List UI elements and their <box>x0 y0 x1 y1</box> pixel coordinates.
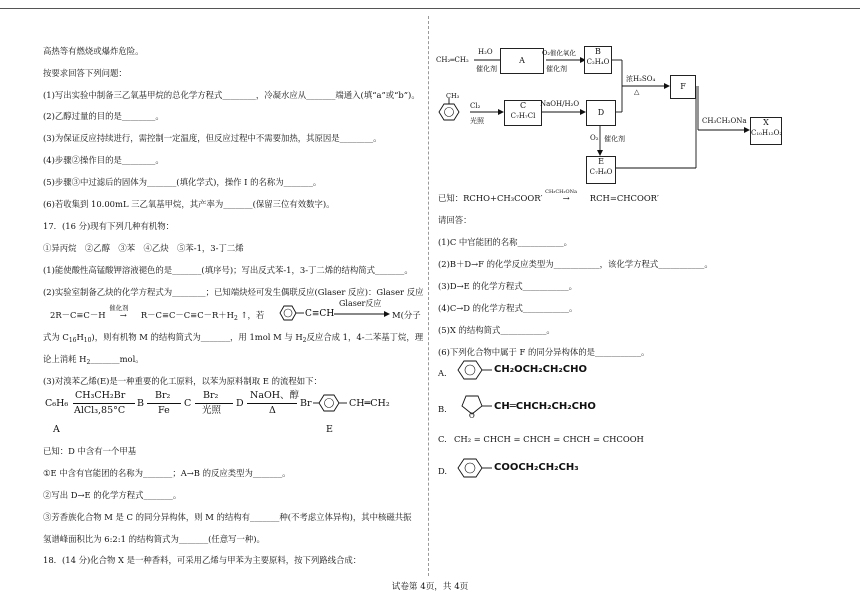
glaser-reaction-label: Glaser反应 <box>339 299 382 308</box>
question-17-2: (2)实验室制备乙炔的化学方程式为________；已知端炔烃可发生偶联反应(Glaser 反应)：Glaser 反应 <box>43 287 424 297</box>
scheme-o2: O₂ <box>590 134 599 142</box>
scheme-h2o: H₂O <box>478 48 493 56</box>
flow-reagent-1-top: CH₃CH₂Br <box>75 390 126 401</box>
svg-text:O: O <box>469 412 475 420</box>
scheme-ethylene: CH₂═CH₂ <box>436 56 469 64</box>
formula-h: H <box>76 332 84 342</box>
flow-arrow-4 <box>247 403 297 404</box>
formula-prefix: 式为 C <box>43 332 69 342</box>
box-b-label: B <box>595 47 601 56</box>
option-a-letter: A. <box>438 368 447 378</box>
known-catalyst: CH₃CH₂ONa <box>545 189 577 195</box>
flow-reagent-3-top: Br₂ <box>203 390 219 401</box>
glaser-equation: 2R－C≡C－H 催化剂 → $R-C\equiv C-C\equiv C-R+H_2$ ↑，若 <box>50 304 265 322</box>
sub-question-1: ①E 中含有官能团的名称为_______；A→B 的反应类型为_______。 <box>43 468 291 478</box>
benzene-ring <box>280 306 296 320</box>
question-16-3: (3)为保证反应持续进行，需控制一定温度，但反应过程中不需要加热，其原因是________。 <box>43 133 382 143</box>
scheme-cat3: 催化剂 <box>604 135 625 143</box>
scheme-box-c <box>504 100 542 126</box>
glaser-catalyst: 催化剂 <box>109 304 129 312</box>
scheme-box-b <box>584 46 612 74</box>
alkyne-text: C≡CH <box>305 309 335 319</box>
synthesis-flow-e <box>43 390 423 442</box>
option-d-structure: COOCH₂CH₂CH₃ <box>494 462 579 473</box>
question-18-6: (6)下列化合物中属于 F 的同分异构体的是___________。 <box>438 347 650 357</box>
flow-e-label: E <box>326 424 333 435</box>
sub-question-2: ②写出 D→E 的化学方程式_______。 <box>43 490 182 500</box>
question-18-3: (3)D→E 的化学方程式___________。 <box>438 281 578 291</box>
option-a-structure: CH₂OCH₂CH₂CHO <box>494 364 587 375</box>
column-divider <box>428 16 429 576</box>
scheme-cat1: 催化剂 <box>476 65 497 73</box>
scheme-ethoxide: CH₃CH₂ONa <box>702 117 747 125</box>
intro-text: 高热等有燃烧或爆炸危险。 <box>43 46 144 56</box>
flow-reagent-2-top: Br₂ <box>155 390 171 401</box>
option-c-structure: CH₂ = CHCH = CHCH = CHCH = CHCOOH <box>454 434 644 444</box>
option-d-letter: D. <box>438 466 448 476</box>
question-16-6: (6)若收集到 10.00mL 三乙氧基甲烷，其产率为_______(保留三位有效数字)。 <box>43 199 335 209</box>
flow-arrow-3 <box>195 403 233 404</box>
scheme-o2-oxidation: O₂催化氧化 <box>542 49 576 57</box>
known-reaction: 已知：RCHO+CH₃COOR′ CH₃CH₂ONa → RCH=CHCOOR′ <box>438 189 659 203</box>
formula-text: )，则有机物 M 的结构简式为_______，用 1mol M 与 H <box>91 332 303 342</box>
question-16-4: (4)步骤②操作目的是________。 <box>43 155 164 165</box>
box-c-formula: C₇H₇Cl <box>510 112 536 120</box>
glaser-reactant: 2R－C≡C－H <box>50 310 106 320</box>
benzene-ring-e <box>313 390 349 416</box>
scheme-delta: △ <box>634 88 640 96</box>
scheme-box-x <box>750 117 782 145</box>
instruction-text: 按要求回答下列问题： <box>43 68 127 78</box>
scheme-cl2: Cl₂ <box>470 102 481 110</box>
box-c-label: C <box>519 101 527 110</box>
question-18-2: (2)B＋D→F 的化学反应类型为___________，该化学方程式___________。 <box>438 259 713 269</box>
option-c-letter: C. <box>438 434 447 444</box>
box-b-formula: C₂H₄O <box>586 58 610 66</box>
flow-benzene: C₆H₆ <box>45 398 69 409</box>
arrow-head <box>384 311 390 317</box>
question-18-1: (1)C 中官能团的名称___________。 <box>438 237 572 247</box>
flow-d: D <box>236 398 244 409</box>
scheme-naoh: NaOH/H₂O <box>540 100 580 108</box>
question-18-4: (4)C→D 的化学方程式___________。 <box>438 303 578 313</box>
sub-question-3b: 氢谱峰面积比为 6:2:1 的结构简式为_______(任意写一种)。 <box>43 534 265 544</box>
box-e-label: E <box>598 157 604 166</box>
glaser-product: R－C≡C－C≡C－R＋H <box>140 310 234 320</box>
flow-reagent-2-bot: Fe <box>158 405 170 416</box>
flow-reagent-4-bot: Δ <box>269 405 276 416</box>
question-16-5: (5)步骤③中过滤后的固体为_______(填化学式)，操作 I 的名称为_______。 <box>43 177 322 187</box>
option-b-letter: B. <box>438 404 447 414</box>
question-17-2c: 论上消耗 $H_2\_\_\_\_\_\_\_mol$。 <box>43 354 144 366</box>
known-d: 已知：D 中含有一个甲基 <box>43 446 137 456</box>
sub-question-3: ③芳香族化合物 M 是 C 的同分异构体，则 M 的结构有_______种(不考虑立体异构)，其中核磁共振 <box>43 512 412 522</box>
question-17-3: (3)对溴苯乙烯(E)是一种重要的化工原料，以苯为原料制取 E 的流程如下： <box>43 376 322 386</box>
page-footer: 试卷第 4页，共 4页 <box>391 582 469 592</box>
flow-b: B <box>137 398 144 409</box>
option-b-structure: CH═CHCH₂CH₂CHO <box>494 401 596 412</box>
flow-arrow-1 <box>73 403 135 404</box>
flow-a-label: A <box>53 424 60 435</box>
scheme-cat2: 催化剂 <box>546 65 567 73</box>
scheme-toluene-methyl: CH₃ <box>446 92 460 100</box>
scheme-box-e <box>586 156 616 184</box>
box-e-formula: C₇H₆O <box>589 168 613 176</box>
mol-text: _______mol。 <box>90 354 144 364</box>
question-16-2: (2)乙醇过量的目的是________。 <box>43 111 164 121</box>
flow-c: C <box>184 398 192 409</box>
scheme-h2so4: 浓H₂SO₄ <box>626 75 656 83</box>
flow-br: Br <box>300 398 312 409</box>
scheme-box-d: D <box>586 100 616 126</box>
question-16-1: (1)写出实验中制备三乙氧基甲烷的总化学方程式________，冷凝水应从_______端通入(填“a”或“b”)。 <box>43 90 420 100</box>
problem-17-compounds: ①异丙烷 ②乙醇 ③苯 ④乙炔 ⑤苯-1，3-丁二烯 <box>43 243 244 253</box>
option-d-ring <box>456 455 496 481</box>
problem-17-title: 17．(16 分)现有下列几种有机物： <box>43 221 175 231</box>
box-x-formula: C₁₀H₁₂O₂ <box>751 129 783 137</box>
flow-arrow-2 <box>147 403 181 404</box>
question-18-5: (5)X 的结构简式___________。 <box>438 325 555 335</box>
known-reactants: 已知：RCHO+CH₃COOR′ <box>438 193 543 203</box>
question-17-1: (1)能使酸性高锰酸钾溶液褪色的是_______(填序号)；写出反式苯-1，3-丁二烯的结构简式_______。 <box>43 265 413 275</box>
ask-label: 请回答： <box>438 215 472 225</box>
scheme-box-a: A <box>500 48 544 74</box>
benzene-circle <box>284 309 292 317</box>
known-product: RCH=CHCOOR′ <box>589 193 659 203</box>
box-x-label: X <box>763 118 769 127</box>
flow-e-tail: CH═CH₂ <box>349 398 390 409</box>
formula-text-end: 反应合成 1，4-二苯基丁烷，理 <box>306 332 424 342</box>
question-17-2b: 式为 $C_{16}H_{10}$)，则有机物 M 的结构简式为_______，用 1mol M 与 $H_2$反应合成 1，4-二苯基丁烷，理 <box>43 332 424 344</box>
synthesis-scheme-lines <box>436 40 836 190</box>
option-b-furan <box>456 392 496 420</box>
scheme-box-f: F <box>670 75 696 99</box>
flow-reagent-1-bot: AlCl₃,85°C <box>74 405 126 416</box>
problem-18-title: 18．(14 分)化合物 X 是一种香料，可采用乙烯与甲苯为主要原料，按下列路线合成： <box>43 555 362 565</box>
flow-reagent-4-top: NaOH、醇 <box>250 390 300 401</box>
scheme-light: 光照 <box>470 117 484 125</box>
glaser-tail: ↑，若 <box>240 310 265 320</box>
header-rule <box>0 8 860 9</box>
h2-text: 论上消耗 H <box>43 354 87 364</box>
flow-reagent-3-bot: 光照 <box>202 405 222 416</box>
option-a-ring <box>456 357 496 383</box>
glaser-m: M(分子 <box>392 310 421 320</box>
